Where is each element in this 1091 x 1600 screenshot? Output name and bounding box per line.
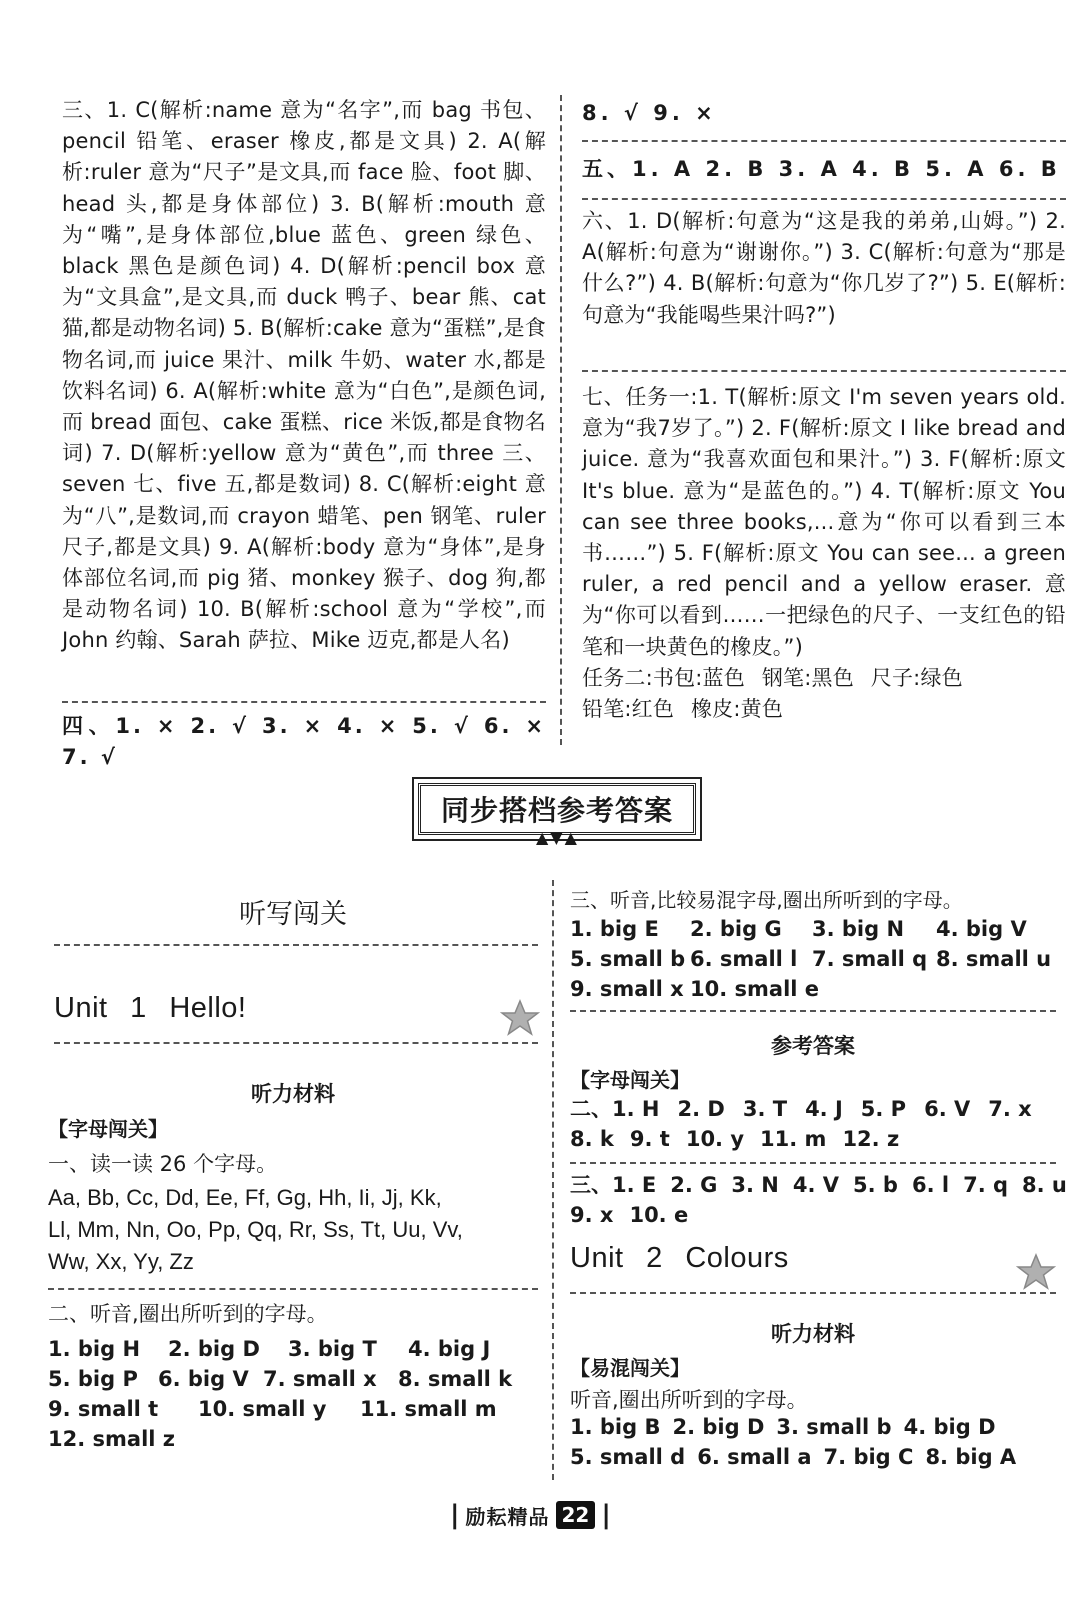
grid-cell: 5. small b [570,947,686,971]
grid-cell: 7. q [963,1173,1009,1197]
grid-cell: 10. y [685,1127,745,1151]
banner-ornament: ▲▼▲ [536,828,579,847]
grid-cell: 3. big T [288,1337,377,1361]
answer-section-five: 五、1. A 2. B 3. A 4. B 5. A 6. B [582,157,1061,181]
grid-cell: 6. small l [690,947,798,971]
grid-cell: 4. V [792,1173,840,1197]
confuse-tag: 【易混闯关】 [570,1356,690,1380]
letters-row: Ww, Xx, Yy, Zz [48,1249,194,1274]
grid-cell: 5. P [860,1097,907,1121]
grid-cell: 11. m [760,1127,827,1151]
grid-cell: 1. big H [48,1337,141,1361]
divider [54,1042,538,1044]
grid-row [48,1394,528,1424]
grid-cell: 10. small e [690,977,820,1001]
grid-cell: 8. k [570,1127,614,1151]
grid-cell: 11. small m [360,1397,497,1421]
divider [570,1292,1056,1294]
bottom-right-column [570,884,1067,1484]
grid-row [570,1442,1016,1472]
grid-cell: 4. big V [936,917,1027,941]
grid-cell: 8. small u [936,947,1052,971]
grid-cell: 7. x [988,1097,1032,1121]
footer-brand: 励耘精品 [465,1504,550,1529]
top-right-column [582,98,1066,721]
answer-line-8-9: 8. √ 9. × [582,101,717,125]
divider [582,140,1066,142]
grid-cell: 3. small b [776,1415,892,1439]
grid-cell: 9. small t [48,1397,159,1421]
section-three-title: 三、听音,比较易混字母,圈出所听到的字母。 [570,888,963,912]
grid-cell: 10. small y [198,1397,327,1421]
answer-three-grid [570,1170,1067,1230]
grid-cell: 4. big D [903,1415,996,1439]
listening-title: 听力材料 [251,1082,335,1106]
grid-cell: 6. V [924,1097,971,1121]
grid-row [570,1200,1067,1230]
grid-cell: 1. big B [570,1415,661,1439]
grid-cell: 5. big P [48,1367,138,1391]
grid-row [570,1124,1032,1154]
listen-circle-title: 二、听音,圈出所听到的字母。 [48,1302,328,1326]
grid-row [570,1170,1067,1200]
grid-cell: 12. small z [48,1427,175,1451]
letters-row: Aa, Bb, Cc, Dd, Ee, Ff, Gg, Hh, Ii, Jj, Kk, [48,1185,442,1210]
answer-section-three: 三、1. C(解析:name 意为“名字”,而 bag 书包、pencil 铅笔、eraser 橡皮,都是文具) 2. A(解析:ruler 意为“尺子”是文具,而 face 脸、foot 脚、head 头,都是身体部位) 3. B(解析:mouth 意为“嘴”,是身体部位,blue 蓝色、green 绿色、black 黑色是颜色词) 4. D(解析:pencil box 意为“文具盒”,是文具,而 duck 鸭子、bear 熊、cat 猫,都是动物名词) 5. B(解析:cake 意为“蛋糕”,是食物名词,而 juice 果汁、milk 牛奶、water 水,都是饮料名词) 6. A(解析:white 意为“白色”,是颜色词,而 bread 面包、cake 蛋糕、rice 米饭,都是食物名词) 7. D(解析:yellow 意为“黄色”,而 three 三、seven 七、five 五,都是数词) 8. C(解析:eight 意为“八”,是数词,而 crayon 蜡笔、pen 钢笔、ruler 尺子,都是文具) 9. A(解析:body 意为“身体”,是身体部位名词,而 pig 猪、monkey 猴子、dog 狗,都是动物名词) 10. B(解析:school 意为“学校”,而 John 约翰、Sarah 萨拉、Mike 迈克,都是人名) [62,98,546,653]
confuse-line: 听音,圈出所听到的字母。 [570,1388,808,1412]
column-divider-top [560,95,562,745]
answer-section-four: 四、1. × 2. √ 3. × 4. × 5. √ 6. × 7. √ [62,714,546,770]
answer-title: 参考答案 [771,1034,855,1058]
answer-grid [48,1334,528,1454]
grid-cell: 4. J [805,1097,843,1121]
divider [48,1288,538,1290]
answer-two-grid [570,1094,1032,1154]
read-line: 一、读一读 26 个字母。 [48,1152,278,1176]
section-three-grid [570,914,1052,1004]
grid-row [570,1412,1016,1442]
bottom-left-column [48,880,538,1480]
letter-tag: 【字母闯关】 [570,1068,690,1092]
divider [62,701,546,703]
footer-bracket-right: | [601,1500,611,1530]
grid-cell: 4. big J [408,1337,491,1361]
letter-tag: 【字母闯关】 [48,1117,168,1141]
grid-row [570,944,1052,974]
grid-cell: 3. big N [812,917,905,941]
star-icon [500,998,540,1038]
divider [582,198,1066,200]
grid-row [48,1424,528,1454]
grid-cell: 2. big D [168,1337,260,1361]
unit2-title: Unit 2 Colours [570,1242,789,1274]
answer-section-seven: 七、任务一:1. T(解析:原文 I'm seven years old. 意为“我7岁了。”) 2. F(解析:原文 I like bread and juice. 意为“我喜欢面包和果汁。”) 3. F(解析:原文 It's blue. 意为“是蓝色的。”) 4. T(解析:原文 You can see three books,...意为“你可以看到三本书……”) 5. F(解析:原文 You can see... a green ruler, a red pencil and a yellow eraser. 意为“你可以看到……一把绿色的尺子、一支红色的铅笔和一块黄色的橡皮。”) [582,385,1066,659]
grid-cell: 7. big C [823,1445,914,1469]
divider [54,944,538,946]
grid-cell: 9. t [629,1127,670,1151]
grid-cell: 9. x [570,1203,614,1227]
column-divider-bottom [552,880,554,1480]
grid-cell: 2. G [670,1173,718,1197]
divider [582,370,1066,372]
divider [570,1162,1056,1164]
task-two-line2: 铅笔:红色 橡皮:黄色 [582,697,784,721]
grid-row [570,914,1046,944]
grid-cell: 3. T [742,1097,788,1121]
page-footer [450,1500,611,1530]
confuse-grid [570,1412,1016,1472]
grid-cell: 12. z [842,1127,900,1151]
grid-row [48,1334,528,1364]
grid-cell: 1. big E [570,917,659,941]
banner-title: 同步搭档参考答案 [418,783,696,835]
task-two-line1: 任务二:书包:蓝色 钢笔:黑色 尺子:绿色 [582,666,963,690]
footer-bracket-left: | [450,1500,460,1530]
top-left-column [62,95,546,770]
grid-cell: 2. big D [672,1415,765,1439]
grid-cell: 8. big A [925,1445,1017,1469]
section-title: 听写闯关 [239,899,347,930]
letters-block [48,1182,463,1278]
grid-cell: 2. big G [690,917,782,941]
grid-cell: 6. l [911,1173,950,1197]
unit1-title: Unit 1 Hello! [54,992,247,1024]
grid-cell: 5. small d [570,1445,686,1469]
grid-cell: 7. small q [812,947,928,971]
grid-cell: 10. e [629,1203,689,1227]
grid-row [570,974,1046,1004]
grid-cell: 三、1. E [570,1173,657,1197]
grid-cell: 8. small k [398,1367,513,1391]
grid-row [570,1094,1032,1124]
divider [570,1010,1056,1012]
grid-cell: 5. b [853,1173,898,1197]
grid-cell: 二、1. H [570,1097,660,1121]
answer-section-six: 六、1. D(解析:句意为“这是我的弟弟,山姆。”) 2. A(解析:句意为“谢谢你。”) 3. C(解析:句意为“那是什么?”) 4. B(解析:句意为“你几岁了?”) 5. E(解析:句意为“我能喝些果汁吗?”) [582,209,1066,327]
grid-cell: 3. N [731,1173,779,1197]
grid-cell: 6. small a [697,1445,812,1469]
listening-title: 听力材料 [771,1322,855,1346]
letters-row: Ll, Mm, Nn, Oo, Pp, Qq, Rr, Ss, Tt, Uu, Vv, [48,1217,463,1242]
grid-cell: 8. u [1022,1173,1067,1197]
page-number: 22 [556,1501,596,1529]
grid-cell: 2. D [677,1097,725,1121]
grid-cell: 6. big V [158,1367,249,1391]
star-icon [1016,1252,1056,1292]
grid-cell: 7. small x [263,1367,377,1391]
grid-cell: 9. small x [570,977,684,1001]
grid-row [48,1364,528,1394]
